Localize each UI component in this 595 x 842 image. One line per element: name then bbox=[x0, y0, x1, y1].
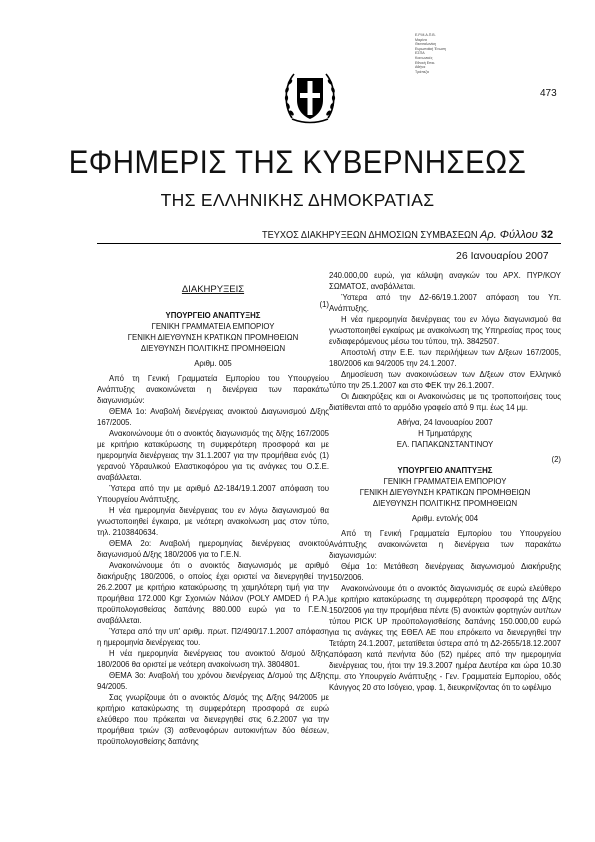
stamp-line: Ευρωπαϊκή Ένωση bbox=[415, 46, 446, 51]
publisher-stamp bbox=[415, 33, 485, 74]
paragraph: ΔΙΕΥΘΥΝΣΗ ΠΟΛΙΤΙΚΗΣ ΠΡΟΜΗΘΕΙΩΝ bbox=[140, 344, 286, 353]
paragraph: ΘΕΜΑ 1ο: Αναβολή διενέργειας ανοικτού Διαγωνισμού Δ/ξης 167/2005. bbox=[97, 407, 329, 427]
paragraph: Από τη Γενική Γραμματεία Εμπορίου του Υπουργείου Ανάπτυξης ανακοινώνεται η διενέργεια των παρακάτω διαγωνισμών: bbox=[329, 529, 561, 560]
coat-of-arms-icon bbox=[282, 66, 338, 124]
paragraph: Η νέα ημερομηνία διενέργειας του εν λόγω διαγωνισμού θα γνωστοποιηθεί έγκαιρα, με νεότερη ανακοίνωση μας στον τύπο, τηλ. 2103840634. bbox=[97, 506, 329, 537]
paragraph: Αριθμ. εντολής 004 bbox=[411, 514, 479, 523]
paragraph: Οι Διακηρύξεις και οι Ανακοινώσεις με τις τροποποιήσεις τους διατίθενται από το αρμόδιο γραφείο από 9 πμ. έως 14 μμ. bbox=[329, 392, 561, 412]
paragraph: ΕΛ. ΠΑΠΑΚΩΝΣΤΑΝΤΙΝΟΥ bbox=[396, 440, 494, 449]
paragraph: Ύστερα από την Δ2-66/19.1.2007 απόφαση του Υπ. Ανάπτυξης. bbox=[329, 293, 561, 313]
paragraph: ΓΕΝΙΚΗ ΓΡΑΜΜΑΤΕΙΑ ΕΜΠΟΡΙΟΥ bbox=[151, 322, 275, 331]
paragraph: Από τη Γενική Γραμματεία Εμπορίου του Υπουργείου Ανάπτυξης ανακοινώνεται η διενέργεια των παρακάτω διαγωνισμών: bbox=[97, 374, 329, 405]
paragraph: Ύστερα από την με αριθμό Δ2-184/19.1.2007 απόφαση του Υπουργείου Ανάπτυξης. bbox=[97, 484, 329, 504]
gazette-title: ΕΦΗΜΕΡΙΣ ΤΗΣ ΚΥΒΕΡΝΗΣΕΩΣ bbox=[68, 144, 527, 180]
section-heading: ΔΙΑΚΗΡΥΞΕΙΣ bbox=[181, 284, 245, 295]
sheet-number-value: 32 bbox=[540, 229, 554, 241]
stamp-line: Αθήνα bbox=[415, 65, 426, 70]
issue-date: 26 Ιανουαρίου 2007 bbox=[456, 250, 549, 262]
paragraph: Αριθμ. 005 bbox=[194, 359, 232, 368]
paragraph: Αθήνα, 24 Ιανουαρίου 2007 bbox=[397, 418, 493, 427]
paragraph: ΘΕΜΑ 2ο: Αναβολή ημερομηνίας διενέργειας ανοικτού διαγωνισμού Δ/ξης 180/2006 για το Γ.Ε.Ν. bbox=[97, 539, 329, 559]
paragraph: Η Τμηματάρχης bbox=[418, 429, 472, 438]
stamp-line: Ε.Ρ.Μ.Α.Π.Β. bbox=[415, 33, 436, 37]
paragraph: Σας γνωρίζουμε ότι ο ανοικτός Δ/σμός της Δ/ξης 94/2005 με κριτήριο κατακύρωσης τη συμφερότερη προσφορά σε ευρώ ελεύθερο που πρόκειται να διενεργηθεί στις 6.2.2007 για την προμήθεια τριών (3) ασθενοφόρων αυτοκινήτων δύο θέσεων, προϋπολογισθείσης δαπάνης bbox=[97, 693, 329, 746]
paragraph: Ύστερα από την υπ' αριθμ. πρωτ. Π2/490/17.1.2007 απόφαση η ημερομηνία διενέργειας του. bbox=[97, 627, 329, 647]
stamp-line: Εθνική Επικ. bbox=[415, 60, 436, 65]
sheet-number bbox=[480, 229, 553, 241]
stamp-line: Μαρίνα bbox=[415, 37, 427, 42]
paragraph: Αποστολή στην Ε.Ε. των περιλήψεων των Δ/ξεων 167/2005, 180/2006 και 94/2005 την 24.1.2007. bbox=[329, 348, 561, 368]
paragraph: ΥΠΟΥΡΓΕΙΟ ΑΝΑΠΤΥΞΗΣ bbox=[397, 466, 493, 475]
paragraph: Δημοσίευση των ανακοινώσεων των Δ/ξεων στον Ελληνικό τύπο την 25.1.2007 και στο ΦΕΚ την 26.1.2007. bbox=[329, 370, 561, 390]
paragraph: ΘΕΜΑ 3ο: Αναβολή του χρόνου διενέργειας Δ/σμού της Δ/ξης 94/2005. bbox=[97, 671, 329, 691]
paragraph: Ανακοινώνουμε ότι ο ανοικτός διαγωνισμός με αριθμό διακήρυξης 180/2006, ο οποίος έχει οριστεί να διενεργηθεί την 26.2.2007 με κριτήριο κατακύρωσης τη χαμηλότερη τιμή για την προμήθεια 172.000 Kgr Σχοινιών Νάιλον (POLY AMDED ή P.A.) προϋπολογισθείσας δαπάνης 880.000 ευρώ για το Γ.Ε.Ν. αναβάλλεται. bbox=[97, 561, 329, 625]
header-rule bbox=[97, 243, 561, 244]
paragraph: ΓΕΝΙΚΗ ΔΙΕΥΘΥΝΣΗ ΚΡΑΤΙΚΩΝ ΠΡΟΜΗΘΕΙΩΝ bbox=[127, 333, 299, 342]
paragraph: Η νέα ημερομηνία διενέργειας του ανοικτού δ/σμού δ/ξης 180/2006 θα οριστεί με νεότερη ανακοίνωση τηλ. 3804801. bbox=[97, 649, 329, 669]
issue-series: ΤΕΥΧΟΣ ΔΙΑΚΗΡΥΞΕΩΝ ΔΗΜΟΣΙΩΝ ΣΥΜΒΑΣΕΩΝ bbox=[262, 230, 478, 241]
paragraph: (2) bbox=[551, 455, 561, 464]
paragraph: ΥΠΟΥΡΓΕΙΟ ΑΝΑΠΤΥΞΗΣ bbox=[165, 311, 261, 320]
paragraph: ΔΙΕΥΘΥΝΣΗ ΠΟΛΙΤΙΚΗΣ ΠΡΟΜΗΘΕΙΩΝ bbox=[372, 499, 518, 508]
paragraph: Η νέα ημερομηνία διενέργειας του εν λόγω διαγωνισμού θα γνωστοποιηθεί εγκαίρως με ανακοίνωση της Υπηρεσίας προς τους ενδιαφερόμενους μέσω του τύπου, τηλ. 3842507. bbox=[329, 315, 561, 346]
paragraph: 240.000,00 ευρώ, για κάλυψη αναγκών του ΑΡΧ. ΠΥΡ/ΚΟΥ ΣΩΜΑΤΟΣ, αναβάλλεται. bbox=[329, 271, 561, 291]
paragraph: Ανακοινώνουμε ότι ο ανοικτός διαγωνισμός σε ευρώ ελεύθερο με κριτήριο κατακύρωσης τη συμφερότερη προσφορά της Δ/ξης 150/2006 για την προμήθεια πέντε (5) ανοικτών φορτηγών αυτ/των τύπου PICK UP προϋπολογισθείσης δαπάνης 150.000,00 ευρώ για τις ανάγκες της ΕΘΕΛ ΑΕ που επρόκειτο να διενεργηθεί την Τετάρτη 24.1.2007, μετατίθεται ύστερα από τη Δ2-2655/18.12.2007 απόφαση κατά πενήντα δύο (52) ημέρες από την ημερομηνία διενέργειας του, ήτοι την 19.3.2007 ημέρα Δευτέρα και ώρα 10.30 πμ. στο Υπουργείο Ανάπτυξης - Γεν. Γραμματεία Εμπορίου, οδός Κάνιγγος 20 στο Ισόγειο, γραφ. 1, διευκρινίζοντας ότι το ωφέλιμο bbox=[329, 584, 561, 692]
page-number: 473 bbox=[540, 88, 557, 99]
right-column bbox=[329, 270, 561, 693]
paragraph: Ανακοινώνουμε ότι ο ανοικτός διαγωνισμός της δ/ξης 167/2005 με κριτήριο κατακύρωσης τη συμφερότερη προσφορά και με ημερομηνία διενέργειας την 31.1.2007 για την προμήθεια ενός (1) γερανού Υδραυλικού Ελαστικοφόρου για τις ανάγκες του Ο.Σ.Ε. αναβάλλεται. bbox=[97, 429, 329, 482]
stamp-line: ΕΣΠΑ bbox=[415, 51, 425, 56]
paragraph: (1) bbox=[319, 300, 329, 309]
paragraph: ΓΕΝΙΚΗ ΔΙΕΥΘΥΝΣΗ ΚΡΑΤΙΚΩΝ ΠΡΟΜΗΘΕΙΩΝ bbox=[359, 488, 531, 497]
paragraph: ΓΕΝΙΚΗ ΓΡΑΜΜΑΤΕΙΑ ΕΜΠΟΡΙΟΥ bbox=[383, 477, 507, 486]
sheet-label: Αρ. Φύλλου bbox=[480, 229, 538, 241]
stamp-line: Τράπεζα bbox=[415, 69, 429, 74]
gazette-subtitle: ΤΗΣ ΕΛΛΗΝΙΚΗΣ ΔΗΜΟΚΡΑΤΙΑΣ bbox=[160, 190, 435, 210]
stamp-line: Κοινωνικές bbox=[415, 55, 433, 60]
stamp-line: Θεσσαλονίκη bbox=[415, 42, 437, 47]
paragraph: Θέμα 1ο: Μετάθεση διενέργειας διαγωνισμού Διακήρυξης 150/2006. bbox=[329, 562, 561, 582]
left-column bbox=[97, 280, 329, 747]
